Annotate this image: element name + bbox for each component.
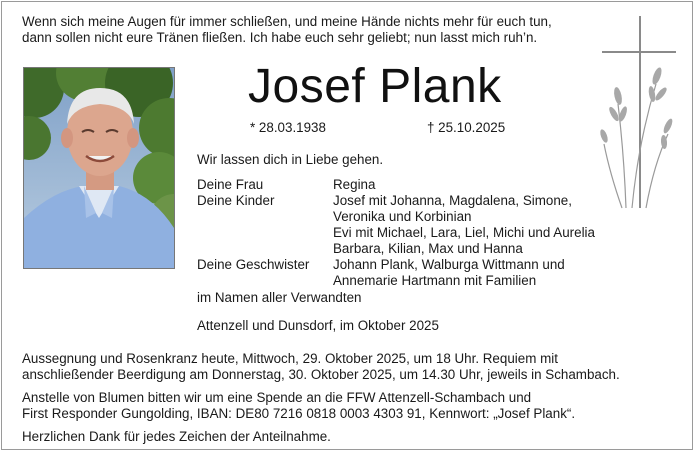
mourner-line: Evi mit Michael, Lara, Liel, Michi und Aurelia	[333, 225, 595, 240]
memorial-verse	[22, 14, 552, 46]
death-date: † 25.10.2025	[427, 120, 506, 135]
mourner-line: Regina	[333, 177, 376, 192]
mourner-row-wife	[197, 177, 595, 193]
cross-wheat-icon	[596, 14, 678, 210]
mourner-line: Annemarie Hartmann mit Familien	[333, 273, 537, 288]
donation-line: First Responder Gungolding, IBAN: DE80 7216 0818 0003 4303 91, Kennwort: „Josef Plank“.	[22, 406, 576, 421]
place-date: Attenzell und Dunsdorf, im Oktober 2025	[197, 318, 439, 333]
birth-date: * 28.03.1938	[250, 120, 326, 135]
mourner-names	[333, 257, 565, 289]
mourner-label: Deine Geschwister	[197, 257, 310, 272]
mourner-label: Deine Kinder	[197, 193, 275, 208]
farewell-line: Wir lassen dich in Liebe gehen.	[197, 152, 384, 167]
ceremony-info	[22, 351, 620, 383]
donation-info	[22, 390, 575, 422]
mourner-names	[333, 193, 595, 257]
mourner-label: Deine Frau	[197, 177, 264, 192]
mourners-list	[197, 177, 595, 289]
mourner-row-siblings	[197, 257, 595, 289]
mourner-row-children	[197, 193, 595, 257]
verse-line: dann sollen nicht eure Tränen fließen. Ich habe euch sehr geliebt; nun lasst mich ruh’n.	[22, 30, 538, 45]
donation-line: Anstelle von Blumen bitten wir um eine Spende an die FFW Attenzell-Schambach und	[22, 390, 532, 405]
mourner-line: Barbara, Kilian, Max und Hanna	[333, 241, 523, 256]
mourner-names	[333, 177, 375, 193]
portrait-photo	[23, 67, 175, 269]
relatives-note: im Namen aller Verwandten	[197, 290, 362, 305]
mourner-line: Veronika und Korbinian	[333, 209, 472, 224]
verse-line: Wenn sich meine Augen für immer schließen, und meine Hände nichts mehr für euch tun,	[22, 14, 552, 29]
mourner-line: Johann Plank, Walburga Wittmann und	[333, 257, 565, 272]
deceased-name: Josef Plank	[248, 60, 502, 113]
ceremony-line: anschließender Beerdigung am Donnerstag, 30. Oktober 2025, um 14.30 Uhr, jeweils in Schambach.	[22, 367, 620, 382]
ceremony-line: Aussegnung und Rosenkranz heute, Mittwoch, 29. Oktober 2025, um 18 Uhr. Requiem mit	[22, 351, 558, 366]
mourner-line: Josef mit Johanna, Magdalena, Simone,	[333, 193, 572, 208]
thanks-note: Herzlichen Dank für jedes Zeichen der Anteilnahme.	[22, 429, 331, 444]
